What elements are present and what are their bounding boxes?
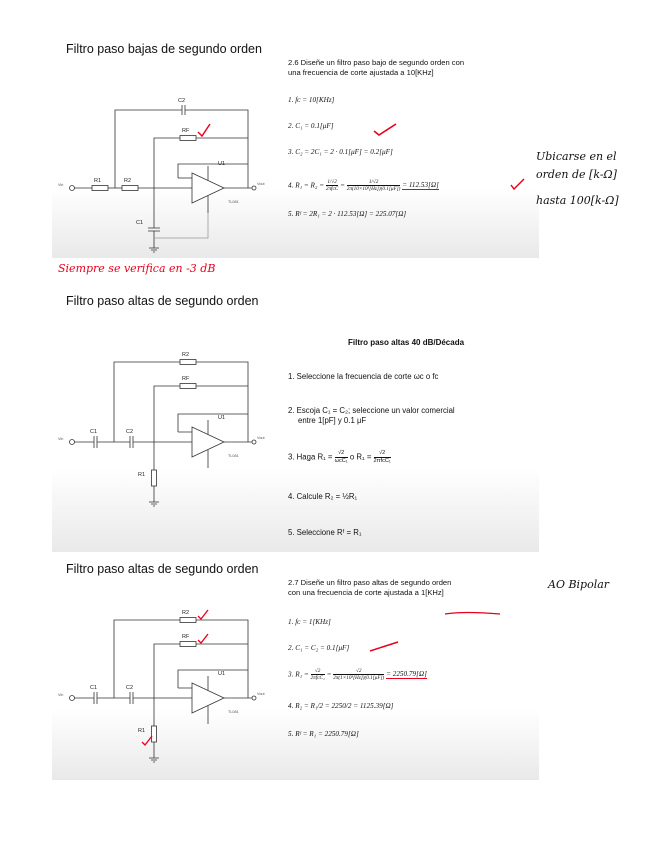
slide-highpass-design — [52, 558, 539, 780]
slide-highpass-procedure — [52, 290, 539, 552]
check-mark-icon — [509, 178, 529, 192]
label-c1: C1 — [136, 220, 144, 226]
label-vin: Vin — [58, 183, 64, 187]
label-r1: R1 — [138, 472, 146, 478]
label-part: TL081 — [228, 200, 239, 204]
step-5: 5. Rᶠ = R₁ = 2250.79[Ω] — [288, 730, 359, 738]
heading-line: 2.7 Diseñe un filtro paso altas de segundo orden — [288, 578, 452, 587]
slide-title: Filtro paso bajas de segundo orden — [66, 42, 262, 56]
label-vin: Vin — [58, 437, 64, 441]
heading-line: con una frecuencia de corte ajustada a 1[KHz] — [288, 588, 444, 597]
highpass-design-steps — [288, 558, 538, 780]
label-vin: Vin — [58, 693, 64, 697]
slide-title: Filtro paso altas de segundo orden — [66, 562, 259, 576]
label-c2: C2 — [126, 429, 134, 435]
slide-title: Filtro paso altas de segundo orden — [66, 294, 259, 308]
step-1: 1. Seleccione la frecuencia de corte ωᴄ o fᴄ — [288, 372, 439, 381]
label-rf: RF — [182, 634, 190, 640]
step-3: 3. C₂ = 2C₁ = 2 · 0.1[μF] = 0.2[μF] — [288, 148, 393, 156]
label-part: TL081 — [228, 454, 239, 458]
label-rf: RF — [182, 128, 190, 134]
check-mark-icon — [368, 640, 408, 654]
step-1: 1. fᴄ = 10[KHz] — [288, 96, 335, 104]
step-2-line2: entre 1[pF] y 0.1 μF — [298, 416, 367, 425]
heading-line: una frecuencia de corte ajustada a 10[KHz] — [288, 68, 434, 77]
label-r1: R1 — [94, 178, 102, 184]
label-u1: U1 — [218, 161, 226, 167]
step-4: 4. R₂ = R₁/2 = 2250/2 = 1125.39[Ω] — [288, 702, 394, 710]
lowpass-circuit-diagram — [52, 38, 282, 258]
label-vout: Vout — [257, 182, 265, 186]
slide-lowpass — [52, 38, 539, 258]
step-3: 3. R₁ = √2 2πfᴄC₁ = $\frac{√2}{\text{2π(1×10³[Hz])(0.1[μF])}}$ = 2250.79[Ω] — [288, 668, 427, 682]
check-mark-icon — [372, 122, 402, 138]
step-4: 4. Calcule R₂ = ½R₁ — [288, 492, 358, 501]
label-c2: C2 — [126, 685, 134, 691]
label-c1: C1 — [90, 429, 98, 435]
label-vout: Vout — [257, 692, 265, 696]
label-r1: R1 — [138, 728, 146, 734]
heading: Filtro paso altas 40 dB/Década — [348, 338, 465, 347]
label-r2: R2 — [124, 178, 132, 184]
handwritten-note: hasta 100[k-Ω] — [536, 194, 619, 207]
step-5: 5. Rᶠ = 2R₁ = 2 · 112.53[Ω] = 225.07[Ω] — [288, 210, 407, 218]
highpass-procedure-steps — [288, 290, 538, 552]
label-r2: R2 — [182, 352, 190, 358]
handwritten-note: orden de [k-Ω] — [536, 168, 617, 181]
handwritten-red-note: Siempre se verifica en -3 dB — [58, 262, 216, 275]
label-c2: C2 — [178, 98, 186, 104]
label-rf: RF — [182, 376, 190, 382]
step-2: 2. Escoja C₁ = C₂; seleccione un valor comercial — [288, 406, 455, 415]
handwritten-note: Ubicarse en el — [536, 150, 617, 163]
step-5: 5. Seleccione Rᶠ = R₁ — [288, 528, 362, 537]
step-4: 4. R₁ = R₂ = 1/√2 2πfᴄC = $\frac{1/√2}{\text{2π(10×10³[Hz])(0.1[μF])}}$ = 112.53[Ω] — [288, 179, 439, 193]
label-u1: U1 — [218, 671, 226, 677]
label-r2: R2 — [182, 610, 190, 616]
handwritten-note: AO Bipolar — [548, 578, 610, 591]
lowpass-steps — [288, 38, 538, 258]
highpass-design-circuit-diagram — [52, 558, 282, 780]
step-2: 2. C₁ = C₂ = 0.1[μF] — [288, 644, 350, 652]
highpass-circuit-diagram — [52, 290, 282, 552]
label-part: TL081 — [228, 710, 239, 714]
heading-line: 2.6 Diseñe un filtro paso bajo de segundo orden con — [288, 58, 465, 67]
step-3: 3. Haga R₁ = √2 ωᴄC₁ o R₁ = √2 2πfᴄC₁ — [288, 450, 391, 464]
label-u1: U1 — [218, 415, 226, 421]
step-1: 1. fᴄ = 1[KHz] — [288, 618, 331, 626]
underline-mark — [444, 610, 504, 618]
label-c1: C1 — [90, 685, 98, 691]
step-2: 2. C₁ = 0.1[μF] — [288, 122, 334, 130]
label-vout: Vout — [257, 436, 265, 440]
